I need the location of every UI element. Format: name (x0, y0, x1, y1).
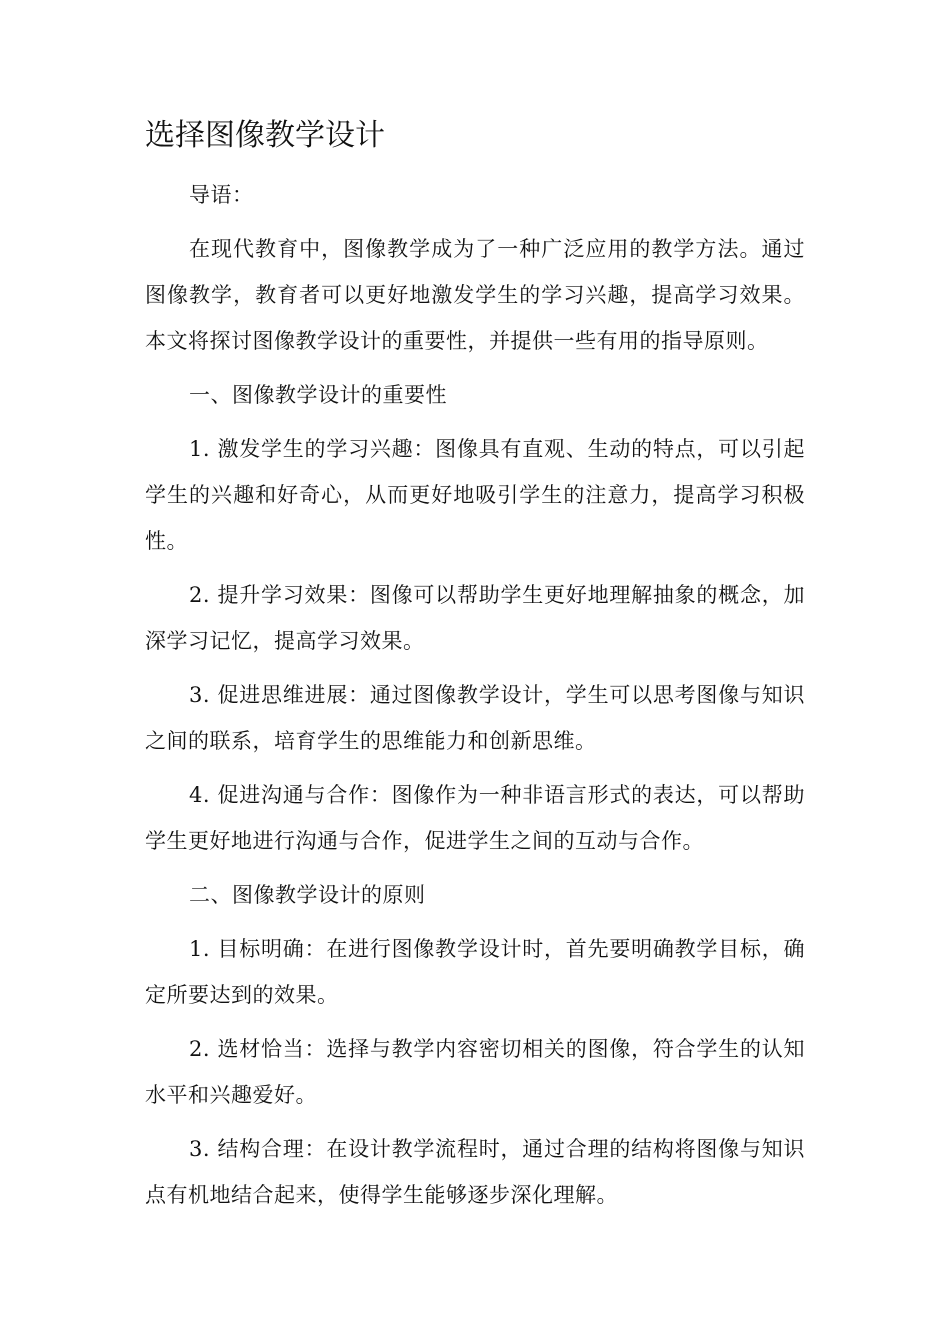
intro-paragraph: 在现代教育中，图像教学成为了一种广泛应用的教学方法。通过图像教学，教育者可以更好地激发学生的学习兴趣，提高学习效果。本文将探讨图像教学设计的重要性，并提供一些有用的指导原则。 (145, 237, 805, 353)
section-2-item: 2. 选材恰当：选择与教学内容密切相关的图像，符合学生的认知水平和兴趣爱好。 (145, 1037, 805, 1107)
section-2-item: 3. 结构合理：在设计教学流程时，通过合理的结构将图像与知识点有机地结合起来，使得学生能够逐步深化理解。 (145, 1137, 805, 1207)
section-1-heading: 一、图像教学设计的重要性 (189, 383, 447, 407)
document-body (145, 112, 805, 1226)
section-2-heading: 二、图像教学设计的原则 (189, 883, 426, 907)
section-1-item: 4. 促进沟通与合作：图像作为一种非语言形式的表达，可以帮助学生更好地进行沟通与合作，促进学生之间的互动与合作。 (145, 783, 805, 853)
intro-label: 导语： (189, 183, 254, 207)
section-1-item: 3. 促进思维进展：通过图像教学设计，学生可以思考图像与知识之间的联系，培育学生的思维能力和创新思维。 (145, 683, 805, 753)
section-2-item: 1. 目标明确：在进行图像教学设计时，首先要明确教学目标，确定所要达到的效果。 (145, 937, 805, 1007)
section-1-item: 1. 激发学生的学习兴趣：图像具有直观、生动的特点，可以引起学生的兴趣和好奇心，从而更好地吸引学生的注意力，提高学习积极性。 (145, 437, 805, 553)
document-title: 选择图像教学设计 (145, 118, 385, 153)
section-1-item: 2. 提升学习效果：图像可以帮助学生更好地理解抽象的概念，加深学习记忆，提高学习效果。 (145, 583, 805, 653)
